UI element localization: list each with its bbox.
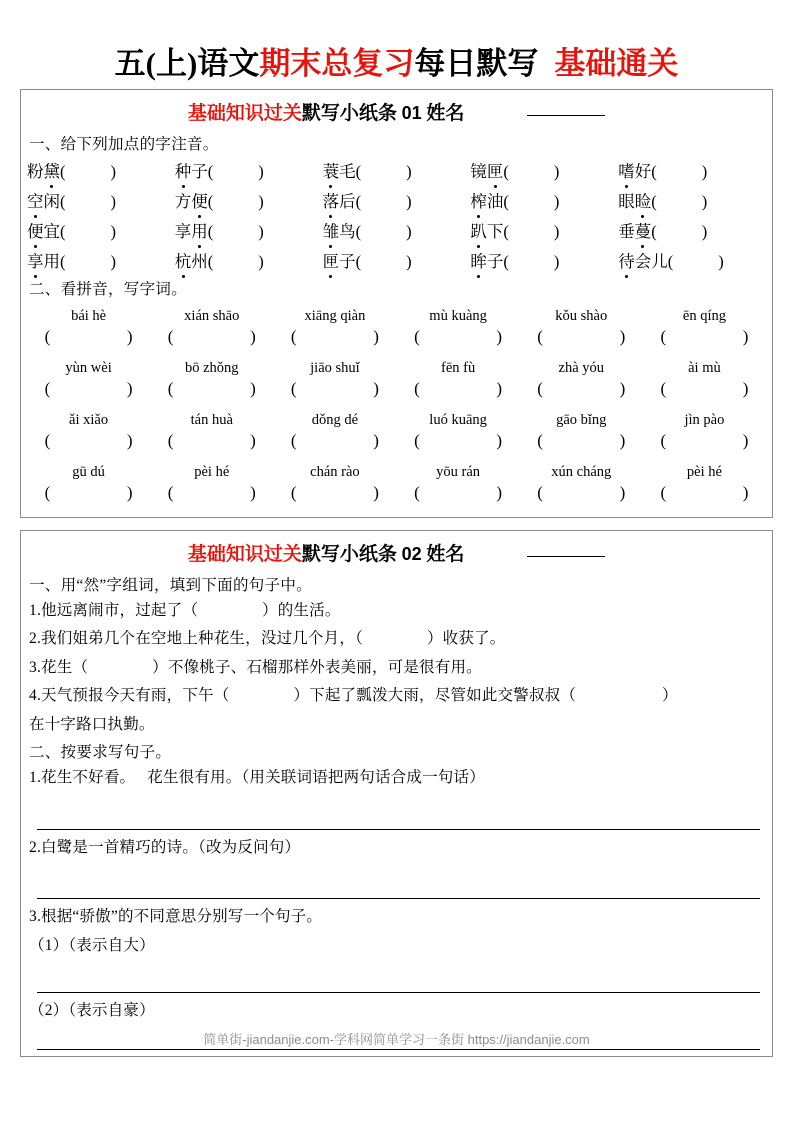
zhuyin-word bbox=[323, 248, 356, 272]
answer-paren[interactable]: ( ) bbox=[651, 192, 708, 211]
zhuyin-cell[interactable] bbox=[175, 156, 323, 186]
zhuyin-char: 好 bbox=[634, 162, 652, 181]
sheet-01-name-blank[interactable] bbox=[527, 114, 605, 116]
page-title-part-1: 五(上)语文 bbox=[114, 46, 260, 81]
zhuyin-char-dotted: 黛 bbox=[44, 158, 61, 182]
zhuyin-char: 子 bbox=[486, 252, 504, 271]
zhuyin-word bbox=[27, 248, 60, 272]
fill-sentence-4-before: 4.天气预报今天有雨，下午（ bbox=[29, 687, 230, 705]
pinyin-row bbox=[27, 459, 766, 482]
fill-sentence-1[interactable] bbox=[27, 597, 766, 625]
zhuyin-cell[interactable] bbox=[323, 246, 471, 276]
write-prompt-2: 2.白鹭是一首精巧的诗。（改为反问句） bbox=[29, 838, 301, 856]
zhuyin-char-dotted: 匣 bbox=[323, 248, 340, 272]
zhuyin-char-dotted: 杭 bbox=[175, 248, 192, 272]
answer-paren[interactable]: ( ) bbox=[355, 192, 412, 211]
pinyin-label: yùn wèi bbox=[65, 360, 112, 376]
pinyin-answer-cell[interactable]: ( ) bbox=[414, 431, 503, 450]
pinyin-label: bō zhǒng bbox=[184, 360, 239, 376]
pinyin-answer-cell[interactable]: ( ) bbox=[44, 483, 133, 502]
pinyin-answer-cell[interactable]: ( ) bbox=[537, 431, 626, 450]
fill-sentence-1-after: ）的生活。 bbox=[262, 602, 341, 619]
fill-sentence-2-after: ）收获了。 bbox=[426, 630, 506, 648]
zhuyin-char: 儿 bbox=[651, 252, 668, 271]
zhuyin-cell[interactable] bbox=[27, 246, 175, 276]
zhuyin-char: 粉 bbox=[27, 162, 44, 181]
sheet-02-header-black: 默写小纸条 bbox=[301, 544, 397, 565]
zhuyin-cell[interactable] bbox=[27, 156, 175, 186]
write-prompt-3a: （1）（表示自大） bbox=[29, 936, 155, 954]
pinyin-label: ài mù bbox=[688, 360, 721, 376]
zhuyin-word bbox=[175, 158, 208, 182]
zhuyin-char: 会 bbox=[634, 252, 652, 271]
sheet-01-header-black: 默写小纸条 bbox=[301, 103, 397, 124]
answer-paren[interactable]: ( ) bbox=[355, 222, 412, 241]
zhuyin-word bbox=[27, 158, 60, 182]
answer-line[interactable] bbox=[37, 795, 760, 830]
zhuyin-cell[interactable] bbox=[323, 216, 471, 246]
zhuyin-word bbox=[323, 218, 356, 242]
zhuyin-cell[interactable] bbox=[618, 216, 766, 246]
pinyin-answer-cell[interactable]: ( ) bbox=[414, 327, 503, 346]
answer-paren[interactable]: ( ) bbox=[503, 252, 560, 271]
zhuyin-cell[interactable] bbox=[323, 156, 471, 186]
answer-paren[interactable]: ( ) bbox=[355, 252, 412, 271]
answer-paren[interactable]: ( ) bbox=[207, 192, 264, 211]
zhuyin-cell[interactable] bbox=[175, 186, 323, 216]
answer-paren[interactable]: ( ) bbox=[60, 222, 116, 241]
zhuyin-char: 镜 bbox=[470, 162, 487, 181]
answer-paren[interactable]: ( ) bbox=[503, 162, 560, 181]
zhuyin-char-dotted: 便 bbox=[27, 218, 44, 242]
pinyin-label: chán rào bbox=[310, 464, 360, 480]
zhuyin-char: 闲 bbox=[43, 192, 60, 211]
answer-paren[interactable]: ( ) bbox=[651, 222, 708, 241]
zhuyin-word bbox=[175, 248, 208, 272]
worksheet-sheet-02 bbox=[20, 530, 773, 1057]
pinyin-label: tán huà bbox=[190, 412, 233, 428]
zhuyin-char: 州 bbox=[191, 252, 208, 271]
zhuyin-word bbox=[618, 218, 651, 242]
zhuyin-cell[interactable] bbox=[470, 156, 618, 186]
zhuyin-char-dotted: 享 bbox=[27, 248, 44, 272]
answer-paren[interactable]: ( ) bbox=[207, 162, 264, 181]
zhuyin-char: 子 bbox=[339, 252, 356, 271]
sheet-01-section-2-heading: 二、看拼音，写字词。 bbox=[29, 281, 188, 298]
worksheet-sheet-01 bbox=[20, 89, 773, 518]
sheet-02-header-red: 基础知识过关 bbox=[187, 544, 302, 565]
table-row bbox=[27, 246, 766, 276]
sheet-01-number: 01 bbox=[401, 103, 422, 123]
zhuyin-cell[interactable] bbox=[175, 216, 323, 246]
pinyin-answer-cell[interactable]: ( ) bbox=[537, 327, 626, 346]
pinyin-answer-cell[interactable]: ( ) bbox=[290, 327, 379, 346]
zhuyin-cell[interactable] bbox=[470, 246, 618, 276]
pinyin-answer-cell[interactable]: ( ) bbox=[167, 431, 256, 450]
zhuyin-char-dotted: 眸 bbox=[470, 248, 487, 272]
pinyin-answer-cell[interactable]: ( ) bbox=[537, 379, 626, 398]
pinyin-label: mù kuàng bbox=[429, 308, 487, 324]
zhuyin-char: 子 bbox=[191, 162, 208, 181]
pinyin-label: pèi hé bbox=[194, 464, 230, 480]
pinyin-label: gū dú bbox=[72, 464, 105, 480]
write-prompt-3b: （2）（表示自豪） bbox=[29, 1002, 155, 1020]
zhuyin-word bbox=[323, 158, 356, 182]
pinyin-answer-cell[interactable]: ( ) bbox=[167, 483, 256, 502]
zhuyin-word bbox=[470, 218, 503, 242]
table-row bbox=[27, 186, 766, 216]
zhuyin-word bbox=[27, 188, 60, 212]
pinyin-answer-row bbox=[27, 430, 766, 459]
pinyin-label: dǒng dé bbox=[311, 412, 359, 428]
zhuyin-char: 后 bbox=[339, 192, 356, 211]
sheet-02-name-label: 姓名 bbox=[426, 544, 465, 565]
answer-paren[interactable]: ( ) bbox=[207, 222, 264, 241]
pinyin-answer-cell[interactable]: ( ) bbox=[44, 327, 133, 346]
zhuyin-char-dotted: 嗜 bbox=[618, 158, 635, 182]
pinyin-answer-row bbox=[27, 482, 766, 511]
pinyin-label: jiāo shuǐ bbox=[310, 360, 360, 376]
answer-paren[interactable]: ( ) bbox=[355, 162, 412, 181]
zhuyin-word bbox=[175, 188, 208, 212]
answer-paren[interactable]: ( ) bbox=[503, 222, 560, 241]
page-title-part-2: 期末总复习 bbox=[259, 46, 415, 81]
pinyin-label: pèi hé bbox=[686, 464, 722, 480]
zhuyin-table bbox=[27, 156, 766, 276]
zhuyin-char: 垂 bbox=[618, 222, 635, 241]
pinyin-answer-cell[interactable]: ( ) bbox=[660, 431, 749, 450]
fill-sentence-2[interactable] bbox=[27, 625, 766, 653]
answer-paren[interactable]: ( ) bbox=[207, 252, 264, 271]
zhuyin-char: 鸟 bbox=[339, 222, 356, 241]
zhuyin-cell[interactable] bbox=[470, 186, 618, 216]
answer-paren[interactable]: ( ) bbox=[667, 252, 724, 271]
pinyin-label: xiāng qiàn bbox=[304, 308, 366, 324]
zhuyin-cell[interactable] bbox=[27, 216, 175, 246]
fill-sentence-4[interactable] bbox=[27, 682, 766, 710]
zhuyin-cell[interactable] bbox=[175, 246, 323, 276]
pinyin-answer-cell[interactable]: ( ) bbox=[660, 483, 749, 502]
pinyin-label: xún cháng bbox=[551, 464, 612, 480]
zhuyin-char: 享 bbox=[174, 222, 192, 241]
pinyin-answer-cell[interactable]: ( ) bbox=[290, 483, 379, 502]
zhuyin-char: 方 bbox=[174, 192, 192, 211]
table-row bbox=[27, 216, 766, 246]
pinyin-label: ēn qíng bbox=[682, 308, 726, 324]
answer-line[interactable] bbox=[37, 962, 760, 993]
footer-watermark: 简单街-jiandanjie.com-学科网简单学习一条街 https://jiandanjie.com bbox=[203, 1031, 590, 1047]
zhuyin-word bbox=[618, 248, 668, 272]
fill-sentence-4-tail: ） bbox=[662, 687, 678, 705]
sheet-01-section-1-heading: 一、给下列加点的字注音。 bbox=[29, 136, 219, 153]
zhuyin-word bbox=[27, 218, 60, 242]
zhuyin-cell[interactable] bbox=[618, 186, 766, 216]
answer-paren[interactable]: ( ) bbox=[60, 162, 116, 181]
pinyin-answer-cell[interactable]: ( ) bbox=[660, 379, 749, 398]
zhuyin-word bbox=[470, 158, 503, 182]
fill-sentence-1-before: 1.他远离闹市，过起了（ bbox=[29, 602, 199, 619]
sheet-02-section-2-heading: 二、按要求写句子。 bbox=[29, 744, 172, 762]
zhuyin-char-dotted: 榨 bbox=[470, 188, 487, 212]
pinyin-row bbox=[27, 355, 766, 378]
fill-sentence-2-before: 2.我们姐弟几个在空地上种花生，没过几个月，（ bbox=[29, 630, 363, 648]
zhuyin-char-dotted: 用 bbox=[191, 218, 208, 242]
pinyin-answer-cell[interactable]: ( ) bbox=[167, 379, 256, 398]
answer-paren[interactable]: ( ) bbox=[60, 192, 116, 211]
pinyin-answer-cell[interactable]: ( ) bbox=[167, 327, 256, 346]
footer-rule bbox=[37, 1049, 760, 1050]
zhuyin-cell[interactable] bbox=[27, 186, 175, 216]
pinyin-answer-cell[interactable]: ( ) bbox=[290, 379, 379, 398]
sheet-01-header-red: 基础知识过关 bbox=[187, 103, 302, 124]
pinyin-label: yōu rán bbox=[436, 464, 481, 480]
zhuyin-char-dotted: 空 bbox=[27, 188, 44, 212]
zhuyin-char-dotted: 便 bbox=[191, 188, 208, 212]
pinyin-label: zhà yóu bbox=[558, 360, 605, 376]
sheet-02-name-blank[interactable] bbox=[527, 555, 605, 557]
answer-line[interactable] bbox=[37, 864, 760, 899]
pinyin-row bbox=[27, 303, 766, 326]
pinyin-answer-row bbox=[27, 326, 766, 355]
sheet-02-section-1-heading: 一、用“然”字组词，填到下面的句子中。 bbox=[29, 577, 312, 594]
zhuyin-char-dotted: 落 bbox=[323, 188, 340, 212]
fill-sentence-3-after: ）不像桃子、石榴那样外表美丽，可是很有用。 bbox=[152, 658, 482, 676]
pinyin-answer-cell[interactable]: ( ) bbox=[660, 327, 749, 346]
zhuyin-char: 宜 bbox=[43, 222, 60, 241]
zhuyin-cell[interactable] bbox=[618, 246, 766, 276]
zhuyin-char-dotted: 蓑 bbox=[323, 158, 340, 182]
zhuyin-word bbox=[470, 188, 503, 212]
zhuyin-char-dotted: 趴 bbox=[470, 218, 487, 242]
zhuyin-word bbox=[470, 248, 503, 272]
answer-paren[interactable]: ( ) bbox=[651, 162, 708, 181]
write-prompt-3: 3.根据“骄傲”的不同意思分别写一个句子。 bbox=[29, 908, 323, 926]
fill-sentence-3-before: 3.花生（ bbox=[29, 658, 89, 676]
pinyin-label: gāo bǐng bbox=[556, 412, 607, 428]
zhuyin-cell[interactable] bbox=[323, 186, 471, 216]
pinyin-label: kǒu shào bbox=[555, 308, 608, 324]
page-title-part-3: 每日默写 bbox=[414, 46, 539, 81]
zhuyin-char: 眼 bbox=[618, 192, 635, 211]
table-row bbox=[27, 156, 766, 186]
zhuyin-char-dotted: 匣 bbox=[487, 158, 504, 182]
pinyin-label: jìn pào bbox=[684, 412, 725, 428]
pinyin-row bbox=[27, 407, 766, 430]
pinyin-block bbox=[27, 301, 766, 511]
answer-paren[interactable]: ( ) bbox=[60, 252, 116, 271]
pinyin-answer-row bbox=[27, 378, 766, 407]
zhuyin-char: 下 bbox=[486, 222, 504, 241]
pinyin-answer-cell[interactable]: ( ) bbox=[414, 379, 503, 398]
zhuyin-char: 油 bbox=[486, 192, 504, 211]
pinyin-answer-cell[interactable]: ( ) bbox=[537, 483, 626, 502]
page-title-part-4: 基础通关 bbox=[554, 46, 679, 81]
pinyin-answer-cell[interactable]: ( ) bbox=[44, 379, 133, 398]
zhuyin-char: 用 bbox=[43, 252, 60, 271]
zhuyin-char-dotted: 睑 bbox=[635, 188, 652, 212]
fill-sentence-3[interactable] bbox=[27, 654, 766, 682]
zhuyin-cell[interactable] bbox=[618, 156, 766, 186]
zhuyin-char-dotted: 蔓 bbox=[635, 218, 652, 242]
zhuyin-char-dotted: 雏 bbox=[323, 218, 340, 242]
sheet-02-header bbox=[27, 535, 766, 572]
answer-paren[interactable]: ( ) bbox=[503, 192, 560, 211]
zhuyin-char: 毛 bbox=[339, 162, 356, 181]
pinyin-answer-cell[interactable]: ( ) bbox=[414, 483, 503, 502]
sheet-01-name-label: 姓名 bbox=[426, 103, 465, 124]
page-title bbox=[0, 0, 793, 89]
zhuyin-word bbox=[175, 218, 208, 242]
write-prompt-1: 1.花生不好看。 花生很有用。（用关联词语把两句话合成一句话） bbox=[29, 769, 485, 787]
zhuyin-cell[interactable] bbox=[470, 216, 618, 246]
pinyin-label: xián shāo bbox=[184, 308, 240, 324]
pinyin-label: bái hè bbox=[71, 308, 107, 324]
zhuyin-word bbox=[618, 188, 651, 212]
sheet-02-number: 02 bbox=[401, 544, 422, 564]
pinyin-answer-cell[interactable]: ( ) bbox=[44, 431, 133, 450]
sheet-01-header bbox=[27, 94, 766, 131]
zhuyin-char-dotted: 待 bbox=[618, 248, 635, 272]
fill-sentence-4-continued: 在十字路口执勤。 bbox=[29, 715, 155, 733]
pinyin-label: ǎi xiǎo bbox=[69, 412, 109, 428]
zhuyin-char-dotted: 种 bbox=[175, 158, 192, 182]
pinyin-label: fēn fù bbox=[440, 360, 476, 376]
fill-sentence-4-after: ）下起了瓢泼大雨，尽管如此交警叔叔（ bbox=[293, 687, 577, 705]
zhuyin-word bbox=[618, 158, 651, 182]
zhuyin-word bbox=[323, 188, 356, 212]
pinyin-answer-cell[interactable]: ( ) bbox=[290, 431, 379, 450]
pinyin-label: luó kuāng bbox=[429, 412, 487, 428]
